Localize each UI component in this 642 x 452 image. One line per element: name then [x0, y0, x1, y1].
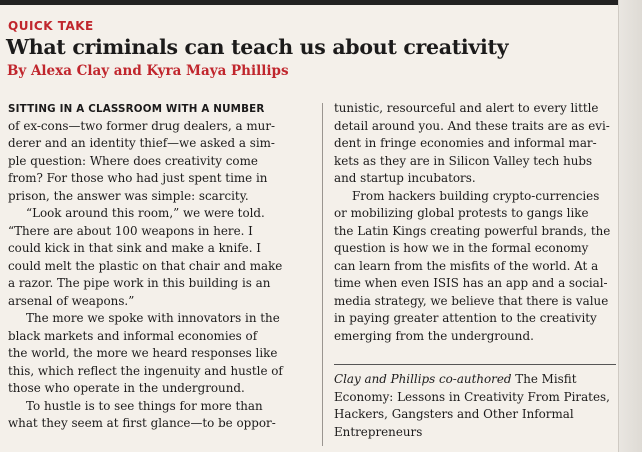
- text-line: [8, 100, 320, 118]
- body-column-1: [8, 100, 320, 433]
- text-line: tunistic, resourceful and alert to every little: [334, 101, 599, 115]
- text-line: From hackers building crypto-currencies: [352, 188, 600, 203]
- text-line: those who operate in the underground.: [8, 381, 245, 395]
- text-line: prison, the answer was simple: scarcity.: [8, 188, 249, 203]
- text-line: from? For those who had just spent time in: [8, 171, 268, 185]
- text-line: could kick in that sink and make a knife. I: [8, 241, 261, 255]
- text-line: black markets and informal economies of: [8, 328, 258, 343]
- book-title: The Misfit: [515, 372, 577, 386]
- author-bio: [334, 371, 618, 441]
- body-column-2: [334, 100, 618, 345]
- text-line: this, which reflect the ingenuity and hustle of: [8, 363, 283, 378]
- text-line: “Look around this room,” we were told.: [26, 206, 265, 220]
- text-line: ple question: Where does creativity come: [8, 153, 258, 168]
- text-line: media strategy, we believe that there is value: [334, 293, 609, 308]
- text-line: what they seem at first glance—to be oppor-: [8, 416, 276, 430]
- bio-line: [334, 371, 618, 389]
- bio-divider: [334, 364, 616, 365]
- text-line: could melt the plastic on that chair and make: [8, 258, 283, 273]
- text-line: arsenal of weapons.”: [8, 293, 135, 308]
- adjacent-page-edge: [618, 0, 642, 452]
- text-line: can learn from the misfits of the world. At a: [334, 258, 599, 273]
- headline: What criminals can teach us about creativity: [6, 35, 509, 59]
- text-line: derer and an identity thief—we asked a sim-: [8, 136, 275, 150]
- text-line: in paying greater attention to the creativity: [334, 311, 597, 325]
- bio-italic: Clay and Phillips co-authored: [334, 372, 516, 386]
- text-line: a razor. The pipe work in this building is an: [8, 276, 271, 290]
- text-line: “There are about 100 weapons in here. I: [8, 223, 253, 238]
- text-line: or mobilizing global protests to gangs like: [334, 206, 589, 220]
- text-line: dent in fringe economies and informal mar-: [334, 136, 597, 150]
- text-line: and startup incubators.: [334, 171, 476, 185]
- text-line: detail around you. And these traits are as evi-: [334, 118, 610, 133]
- bio-line: Hackers, Gangsters and Other Informal: [334, 407, 574, 421]
- text-line: question is how we in the formal economy: [334, 241, 589, 255]
- bio-line: Entrepreneurs: [334, 424, 423, 439]
- text-line: the Latin Kings creating powerful brands, the: [334, 223, 611, 238]
- lead-in: SITTING IN A CLASSROOM WITH A NUMBER: [8, 103, 265, 115]
- text-line: kets as they are in Silicon Valley tech hubs: [334, 153, 593, 168]
- kicker: QUICK TAKE: [8, 19, 94, 33]
- text-line: the world, the more we heard responses like: [8, 346, 278, 360]
- text-line: of ex-cons—two former drug dealers, a mur-: [8, 118, 276, 133]
- top-rule: [0, 0, 620, 5]
- byline: By Alexa Clay and Kyra Maya Phillips: [7, 63, 289, 79]
- text-line: The more we spoke with innovators in the: [26, 311, 280, 325]
- text-line: emerging from the underground.: [334, 328, 534, 343]
- column-divider: [322, 103, 323, 446]
- text-line: To hustle is to see things for more than: [26, 398, 263, 413]
- bio-line: Economy: Lessons in Creativity From Pirates,: [334, 389, 610, 404]
- text-line: time when even ISIS has an app and a social-: [334, 276, 608, 290]
